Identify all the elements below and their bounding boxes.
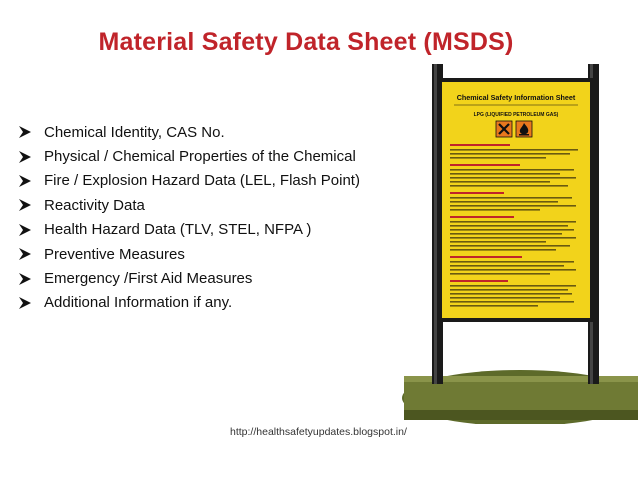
bullet-text: Additional Information if any. xyxy=(44,294,233,312)
bullet-item xyxy=(18,218,360,242)
bullet-item xyxy=(18,266,360,290)
bullet-text: Health Hazard Data (TLV, STEL, NFPA ) xyxy=(44,221,312,239)
bullet-text: Emergency /First Aid Measures xyxy=(44,270,253,288)
right-arrowhead-icon xyxy=(18,151,32,163)
sign-board xyxy=(438,78,594,322)
bullet-item xyxy=(18,291,360,315)
bullet-text: Preventive Measures xyxy=(44,245,185,263)
right-arrowhead-icon xyxy=(18,199,32,211)
bullet-text: Fire / Explosion Hazard Data (LEL, Flash Point) xyxy=(44,172,360,190)
bullet-item xyxy=(18,242,360,266)
right-arrowhead-icon xyxy=(18,175,32,187)
bullet-item xyxy=(18,120,360,144)
bullet-text: Chemical Identity, CAS No. xyxy=(44,123,225,141)
footer-url[interactable]: http://healthsafetyupdates.blogspot.in/ xyxy=(230,426,407,438)
safety-sign-illustration xyxy=(402,64,638,424)
sign-subtitle: LPG (LIQUIFIED PETROLEUM GAS) xyxy=(473,112,559,118)
bullet-item xyxy=(18,169,360,193)
bullet-text: Reactivity Data xyxy=(44,196,145,214)
bullet-item xyxy=(18,144,360,168)
sign-title: Chemical Safety Information Sheet xyxy=(456,93,576,102)
bullet-text: Physical / Chemical Properties of the Chemical xyxy=(44,148,356,166)
flammable-flame-icon xyxy=(516,121,532,137)
right-arrowhead-icon xyxy=(18,224,32,236)
bullet-item xyxy=(18,193,360,217)
harmful-x-icon xyxy=(496,121,512,137)
right-arrowhead-icon xyxy=(18,297,32,309)
right-arrowhead-icon xyxy=(18,248,32,260)
right-arrowhead-icon xyxy=(18,126,32,138)
slide-title: Material Safety Data Sheet (MSDS) xyxy=(98,28,514,56)
bullet-list xyxy=(18,120,360,315)
right-arrowhead-icon xyxy=(18,273,32,285)
